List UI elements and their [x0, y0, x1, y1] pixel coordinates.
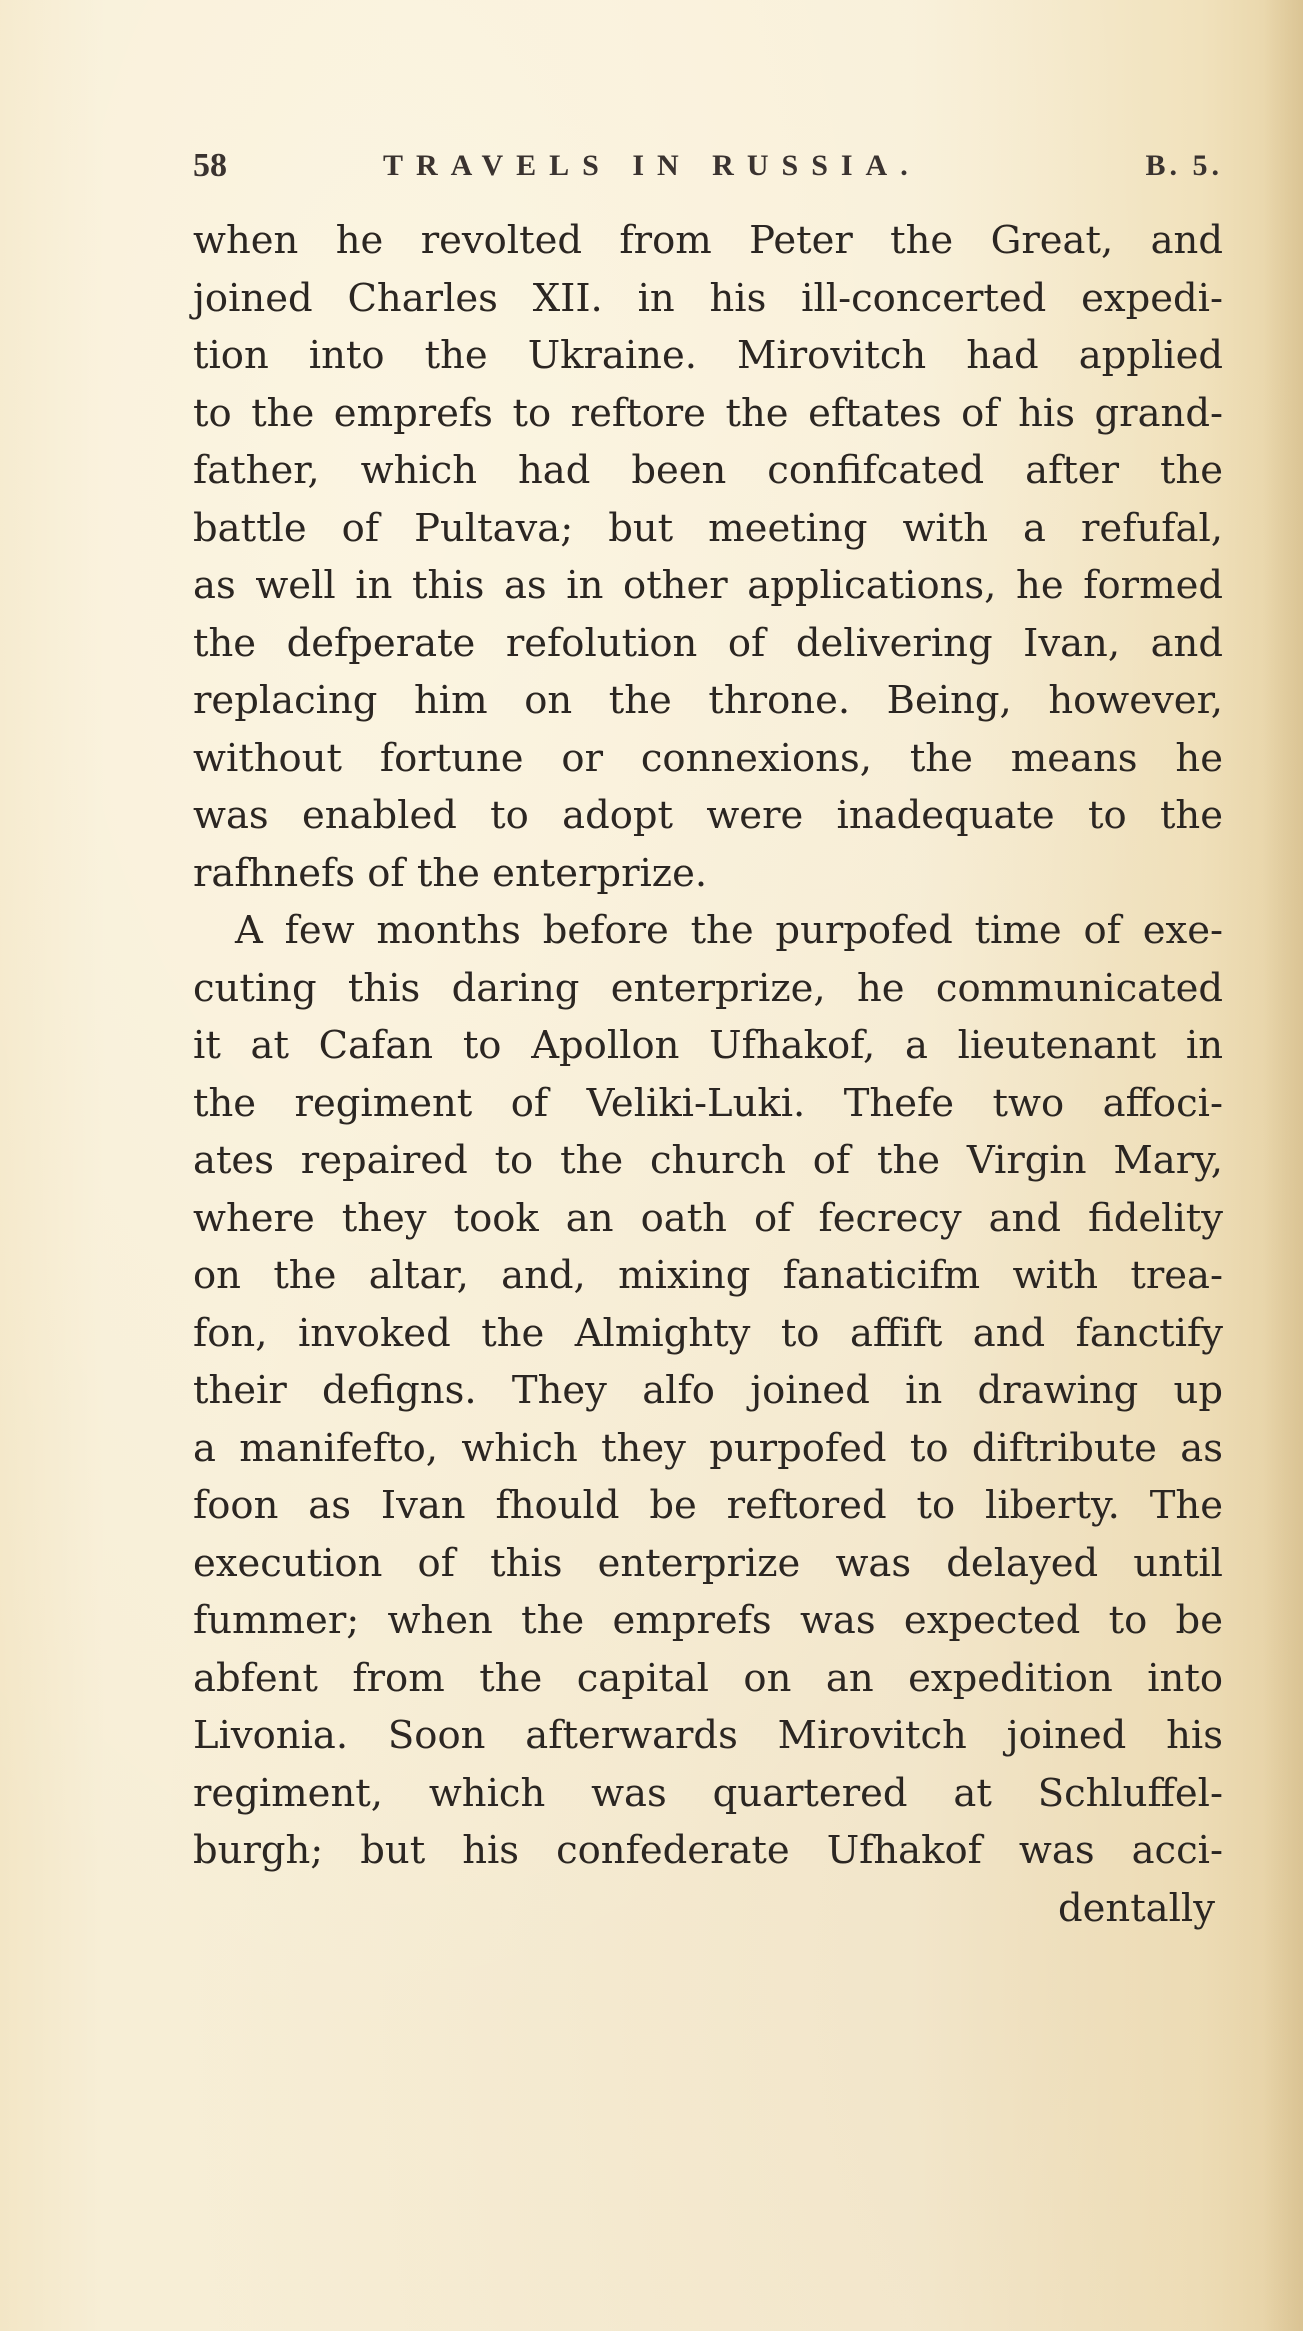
text-line: it at Cafan to Apollon Ufhakof, a lieutenant in: [193, 1023, 1223, 1068]
text-line: Livonia. Soon afterwards Mirovitch joined his: [193, 1713, 1223, 1758]
text-block: [193, 140, 1223, 1937]
body-text: [193, 212, 1223, 1937]
text-line: fummer; when the emprefs was expected to be: [193, 1598, 1223, 1643]
text-line: burgh; but his confederate Ufhakof was acci-: [193, 1828, 1223, 1873]
text-line: regiment, which was quartered at Schluffel-: [193, 1770, 1223, 1816]
catchword: dentally: [1057, 1885, 1215, 1931]
text-line: the regiment of Veliki-Luki. Thefe two affoci-: [193, 1080, 1223, 1126]
text-line: the defperate refolution of delivering Ivan, and: [193, 620, 1223, 666]
running-title: TRAVELS IN RUSSIA.: [383, 149, 921, 182]
text-line: battle of Pultava; but meeting with a refufal,: [193, 505, 1223, 551]
page-edge-shading: [1263, 0, 1303, 2331]
paragraph-end-line: rafhnefs of the enterprize.: [193, 850, 708, 896]
text-line: ates repaired to the church of the Virgin Mary,: [193, 1138, 1223, 1183]
text-line: foon as Ivan fhould be reftored to liberty. The: [193, 1483, 1223, 1528]
text-line: when he revolted from Peter the Great, and: [193, 218, 1223, 263]
text-line: abfent from the capital on an expedition into: [193, 1655, 1223, 1701]
text-line: execution of this enterprize was delayed until: [193, 1540, 1223, 1586]
paragraph-start-line: A few months before the purpofed time of exe-: [235, 908, 1223, 953]
text-line: without fortune or connexions, the means he: [193, 735, 1223, 781]
text-line: joined Charles XII. in his ill-concerted expedi-: [193, 275, 1223, 321]
page-number: 58: [193, 147, 227, 184]
text-line: on the altar, and, mixing fanaticifm with trea-: [193, 1253, 1223, 1298]
running-header: [193, 140, 1223, 192]
text-line: tion into the Ukraine. Mirovitch had applied: [193, 333, 1223, 378]
text-line: cuting this daring enterprize, he communicated: [193, 965, 1223, 1011]
text-line: father, which had been confifcated after the: [193, 448, 1223, 493]
text-line: as well in this as in other applications, he formed: [193, 563, 1223, 608]
book-reference: B. 5.: [1145, 149, 1223, 182]
text-line: to the emprefs to reftore the eftates of his grand-: [193, 390, 1223, 436]
text-line: where they took an oath of fecrecy and fidelity: [193, 1195, 1223, 1241]
text-line: fon, invoked the Almighty to affift and fanctify: [193, 1310, 1223, 1356]
text-line: a manifefto, which they purpofed to diftribute as: [193, 1425, 1223, 1471]
text-line: their defigns. They alfo joined in drawing up: [193, 1368, 1223, 1413]
text-line: was enabled to adopt were inadequate to the: [193, 793, 1223, 838]
text-line: replacing him on the throne. Being, however,: [193, 678, 1223, 723]
